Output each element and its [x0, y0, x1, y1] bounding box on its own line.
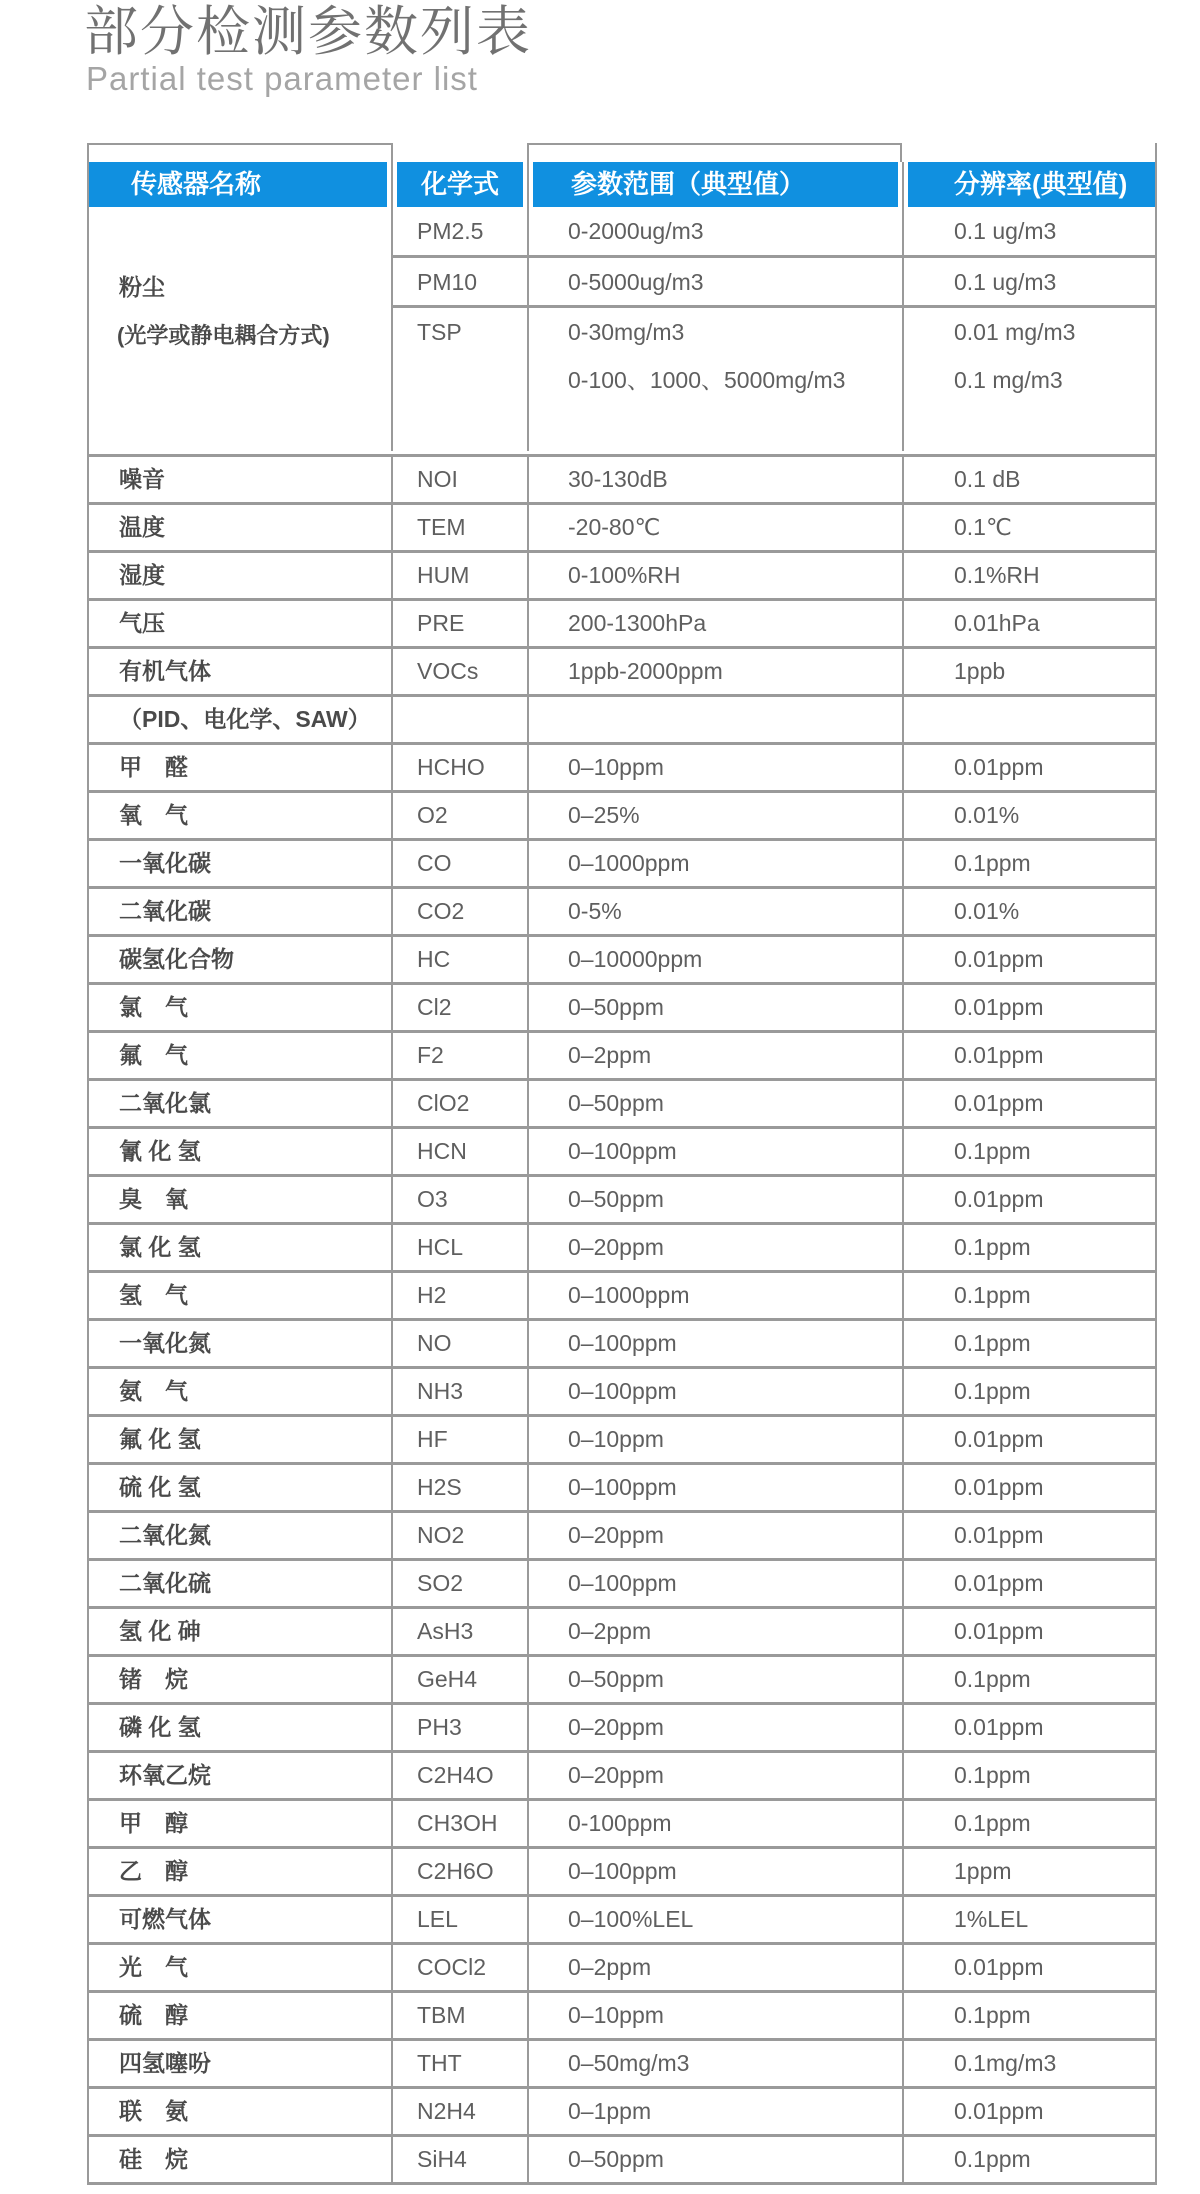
sensor-name-cell: 噪音 — [89, 457, 393, 502]
parameter-range-cell: 0–20ppm — [529, 1513, 904, 1558]
parameter-range-cell: 0–100ppm — [529, 1465, 904, 1510]
dust-subrow — [89, 207, 1155, 255]
parameter-range-cell: 0–50ppm — [529, 2137, 904, 2182]
resolution-cell: 0.1ppm — [954, 1762, 1031, 1788]
resolution-cell — [904, 697, 1155, 742]
sensor-name-cell: 四氢噻吩 — [89, 2041, 393, 2086]
dust-subrow — [89, 308, 1155, 356]
chemical-formula-cell: CO — [393, 841, 529, 886]
table-row — [89, 937, 1155, 985]
parameter-range-cell: 0–10000ppm — [529, 937, 904, 982]
chemical-formula-cell: C2H6O — [393, 1849, 529, 1894]
sensor-name-cell: 温度 — [89, 505, 393, 550]
dust-resolution-cell: 0.1 ug/m3 — [954, 218, 1057, 244]
table-row — [89, 649, 1155, 697]
chemical-formula-cell: HCL — [393, 1225, 529, 1270]
sensor-name-cell: 二氧化氯 — [89, 1081, 393, 1126]
table-row — [89, 1561, 1155, 1609]
parameter-range-cell: 0–100ppm — [529, 1561, 904, 1606]
resolution-cell: 0.1ppm — [954, 1810, 1031, 1836]
parameter-range-cell: 0–50ppm — [529, 985, 904, 1030]
sensor-name-cell: 光 气 — [89, 1945, 393, 1990]
table-row — [89, 1081, 1155, 1129]
table-row — [89, 1801, 1155, 1849]
sensor-name-cell: 乙 醇 — [89, 1849, 393, 1894]
table-row — [89, 889, 1155, 937]
chemical-formula-cell: H2 — [393, 1273, 529, 1318]
chemical-formula-cell: LEL — [393, 1897, 529, 1942]
sensor-name-cell: 可燃气体 — [89, 1897, 393, 1942]
sensor-name-cell: 联 氨 — [89, 2089, 393, 2134]
chemical-formula-cell: HCN — [393, 1129, 529, 1174]
resolution-cell: 0.1ppm — [954, 1234, 1031, 1260]
resolution-cell: 0.1ppm — [954, 1378, 1031, 1404]
parameter-range-cell: 0–50ppm — [529, 1657, 904, 1702]
table-row — [89, 1321, 1155, 1369]
dust-range-cell: 0-100、1000、5000mg/m3 — [568, 367, 846, 393]
sensor-name-cell: 二氧化氮 — [89, 1513, 393, 1558]
resolution-cell: 0.01ppm — [954, 994, 1044, 1020]
header-cell-chemical-formula: 化学式 — [397, 162, 523, 207]
resolution-cell: 0.01ppm — [954, 1042, 1044, 1068]
table-row — [89, 1033, 1155, 1081]
sensor-name-cell: 氟 气 — [89, 1033, 393, 1078]
chemical-formula-cell: F2 — [393, 1033, 529, 1078]
chemical-formula-cell: H2S — [393, 1465, 529, 1510]
sensor-name-cell: 硫 化 氢 — [89, 1465, 393, 1510]
table-row — [89, 457, 1155, 505]
parameter-range-cell: 0–25% — [529, 793, 904, 838]
dust-resolution-cell: 0.1 mg/m3 — [954, 367, 1063, 393]
table-row — [89, 2089, 1155, 2137]
resolution-cell: 0.01% — [954, 898, 1020, 924]
parameter-range-cell: 0–1ppm — [529, 2089, 904, 2134]
resolution-cell: 0.01ppm — [954, 1714, 1044, 1740]
resolution-cell: 1ppm — [954, 1858, 1012, 1884]
chemical-formula-cell: SO2 — [393, 1561, 529, 1606]
resolution-cell: 0.1%RH — [954, 562, 1040, 588]
sensor-name-cell: 一氧化氮 — [89, 1321, 393, 1366]
parameter-range-cell: -20-80℃ — [529, 505, 904, 550]
sensor-name-cell: 氟 化 氢 — [89, 1417, 393, 1462]
sensor-name-cell: 氢 气 — [89, 1273, 393, 1318]
sensor-name-cell: 磷 化 氢 — [89, 1705, 393, 1750]
table-row — [89, 553, 1155, 601]
table-row — [89, 1753, 1155, 1801]
resolution-cell: 0.01ppm — [954, 1186, 1044, 1212]
dust-subrow — [89, 356, 1155, 404]
resolution-cell: 0.01ppm — [954, 1954, 1044, 1980]
parameter-range-cell: 0–20ppm — [529, 1753, 904, 1798]
dust-resolution-cell: 0.1 ug/m3 — [954, 269, 1057, 295]
sensor-name-cell: 二氧化碳 — [89, 889, 393, 934]
table-row — [89, 1177, 1155, 1225]
dust-range-cell: 0-30mg/m3 — [568, 319, 685, 345]
dust-group-row — [89, 207, 1155, 457]
table-row — [89, 841, 1155, 889]
parameter-range-cell: 30-130dB — [529, 457, 904, 502]
resolution-cell: 0.01ppm — [954, 1522, 1044, 1548]
table-row — [89, 697, 1155, 745]
resolution-cell: 0.01hPa — [954, 610, 1040, 636]
resolution-cell: 0.01ppm — [954, 1618, 1044, 1644]
parameter-range-cell: 0–20ppm — [529, 1705, 904, 1750]
resolution-cell: 0.01ppm — [954, 946, 1044, 972]
chemical-formula-cell: HUM — [393, 553, 529, 598]
chemical-formula-cell: PH3 — [393, 1705, 529, 1750]
parameter-range-cell: 0–10ppm — [529, 745, 904, 790]
resolution-cell: 0.1ppm — [954, 1282, 1031, 1308]
chemical-formula-cell: TBM — [393, 1993, 529, 2038]
column-divider — [527, 162, 529, 207]
strip-box-col1 — [89, 143, 393, 162]
chemical-formula-cell: THT — [393, 2041, 529, 2086]
resolution-cell: 0.01ppm — [954, 2098, 1044, 2124]
chemical-formula-cell: CH3OH — [393, 1801, 529, 1846]
sensor-name-cell: 甲 醛 — [89, 745, 393, 790]
table-header-row — [89, 162, 1155, 207]
chemical-formula-cell: NH3 — [393, 1369, 529, 1414]
resolution-cell: 0.1ppm — [954, 2146, 1031, 2172]
sensor-name-cell: 氧 气 — [89, 793, 393, 838]
table-row — [89, 1849, 1155, 1897]
parameter-range-cell: 0–50mg/m3 — [529, 2041, 904, 2086]
sensor-name-cell: 甲 醇 — [89, 1801, 393, 1846]
table-top-strip — [89, 143, 1155, 162]
chemical-formula-cell: O2 — [393, 793, 529, 838]
dust-formula-cell: PM10 — [417, 269, 478, 295]
chemical-formula-cell: NO2 — [393, 1513, 529, 1558]
table-row — [89, 985, 1155, 1033]
resolution-cell: 0.1℃ — [954, 514, 1012, 540]
parameter-range-cell: 0–2ppm — [529, 1945, 904, 1990]
table-row — [89, 2137, 1155, 2185]
parameter-range-cell: 0–100ppm — [529, 1369, 904, 1414]
table-row — [89, 601, 1155, 649]
header-cell-resolution: 分辨率(典型值) — [908, 162, 1155, 207]
sensor-name-cell: 硅 烷 — [89, 2137, 393, 2182]
chemical-formula-cell: HF — [393, 1417, 529, 1462]
parameter-range-cell: 0–2ppm — [529, 1033, 904, 1078]
chemical-formula-cell: GeH4 — [393, 1657, 529, 1702]
parameter-range-cell: 0-100%RH — [529, 553, 904, 598]
chemical-formula-cell — [393, 697, 529, 742]
parameter-range-cell: 0–50ppm — [529, 1177, 904, 1222]
sensor-name-cell: 二氧化硫 — [89, 1561, 393, 1606]
resolution-cell: 0.1ppm — [954, 1666, 1031, 1692]
chemical-formula-cell: N2H4 — [393, 2089, 529, 2134]
resolution-cell: 1ppb — [954, 658, 1006, 684]
resolution-cell: 0.1ppm — [954, 2002, 1031, 2028]
parameter-table — [87, 143, 1157, 2185]
header-cell-parameter-range: 参数范围（典型值） — [533, 162, 898, 207]
chemical-formula-cell: NO — [393, 1321, 529, 1366]
resolution-cell: 0.01ppm — [954, 1570, 1044, 1596]
table-row — [89, 1465, 1155, 1513]
chemical-formula-cell: Cl2 — [393, 985, 529, 1030]
table-rows — [89, 457, 1155, 2185]
dust-group-name: 粉尘 — [119, 274, 165, 300]
table-row — [89, 1993, 1155, 2041]
column-divider — [391, 162, 393, 207]
chemical-formula-cell: NOI — [393, 457, 529, 502]
header-cell-sensor-name: 传感器名称 — [89, 162, 387, 207]
parameter-range-cell: 0–50ppm — [529, 1081, 904, 1126]
page-title: 部分检测参数列表 — [84, 2, 532, 62]
chemical-formula-cell: VOCs — [393, 649, 529, 694]
sensor-name-cell: 碳氢化合物 — [89, 937, 393, 982]
table-row — [89, 1705, 1155, 1753]
chemical-formula-cell: CO2 — [393, 889, 529, 934]
table-row — [89, 1609, 1155, 1657]
chemical-formula-cell: O3 — [393, 1177, 529, 1222]
table-row — [89, 793, 1155, 841]
table-row — [89, 1897, 1155, 1945]
table-row — [89, 2041, 1155, 2089]
parameter-range-cell: 0–100ppm — [529, 1849, 904, 1894]
resolution-cell: 0.01ppm — [954, 1474, 1044, 1500]
parameter-range-cell: 0–2ppm — [529, 1609, 904, 1654]
chemical-formula-cell: HCHO — [393, 745, 529, 790]
table-row — [89, 1129, 1155, 1177]
resolution-cell: 1%LEL — [954, 1906, 1029, 1932]
parameter-range-cell — [529, 697, 904, 742]
chemical-formula-cell: COCl2 — [393, 1945, 529, 1990]
parameter-range-cell: 1ppb-2000ppm — [529, 649, 904, 694]
dust-formula-cell: TSP — [417, 319, 462, 345]
sensor-name-cell: 氯 化 氢 — [89, 1225, 393, 1270]
chemical-formula-cell: TEM — [393, 505, 529, 550]
table-row — [89, 1369, 1155, 1417]
dust-range-cell: 0-2000ug/m3 — [568, 218, 704, 244]
parameter-range-cell: 200-1300hPa — [529, 601, 904, 646]
dust-range-cell: 0-5000ug/m3 — [568, 269, 704, 295]
sensor-name-cell: 气压 — [89, 601, 393, 646]
sensor-name-cell: 有机气体 — [89, 649, 393, 694]
parameter-range-cell: 0–1000ppm — [529, 841, 904, 886]
sensor-name-cell: 氰 化 氢 — [89, 1129, 393, 1174]
resolution-cell: 0.1ppm — [954, 1330, 1031, 1356]
parameter-range-cell: 0–100ppm — [529, 1321, 904, 1366]
sensor-name-cell: 硫 醇 — [89, 1993, 393, 2038]
table-row — [89, 1225, 1155, 1273]
sensor-name-cell: 氨 气 — [89, 1369, 393, 1414]
chemical-formula-cell: SiH4 — [393, 2137, 529, 2182]
sensor-name-cell: （PID、电化学、SAW） — [89, 697, 393, 742]
parameter-range-cell: 0–10ppm — [529, 1417, 904, 1462]
parameter-range-cell: 0–100ppm — [529, 1129, 904, 1174]
parameter-range-cell: 0-5% — [529, 889, 904, 934]
table-row — [89, 1657, 1155, 1705]
parameter-range-cell: 0–1000ppm — [529, 1273, 904, 1318]
column-divider — [902, 162, 904, 207]
sensor-name-cell: 环氧乙烷 — [89, 1753, 393, 1798]
parameter-range-cell: 0–20ppm — [529, 1225, 904, 1270]
resolution-cell: 0.1ppm — [954, 1138, 1031, 1164]
resolution-cell: 0.01% — [954, 802, 1020, 828]
sensor-name-cell: 一氧化碳 — [89, 841, 393, 886]
resolution-cell: 0.1 dB — [954, 466, 1021, 492]
table-row — [89, 745, 1155, 793]
page-subtitle: Partial test parameter list — [86, 60, 478, 97]
strip-box-col3 — [527, 143, 902, 162]
chemical-formula-cell: C2H4O — [393, 1753, 529, 1798]
chemical-formula-cell: HC — [393, 937, 529, 982]
resolution-cell: 0.1mg/m3 — [954, 2050, 1057, 2076]
sensor-name-cell: 湿度 — [89, 553, 393, 598]
chemical-formula-cell: AsH3 — [393, 1609, 529, 1654]
dust-formula-cell: PM2.5 — [417, 218, 484, 244]
sensor-name-cell: 锗 烷 — [89, 1657, 393, 1702]
table-row — [89, 1513, 1155, 1561]
chemical-formula-cell: PRE — [393, 601, 529, 646]
parameter-range-cell: 0–10ppm — [529, 1993, 904, 2038]
dust-resolution-cell: 0.01 mg/m3 — [954, 319, 1076, 345]
dust-subrow — [89, 258, 1155, 306]
chemical-formula-cell: ClO2 — [393, 1081, 529, 1126]
sensor-name-cell: 氯 气 — [89, 985, 393, 1030]
sensor-name-cell: 臭 氧 — [89, 1177, 393, 1222]
resolution-cell: 0.01ppm — [954, 1090, 1044, 1116]
table-row — [89, 1273, 1155, 1321]
table-row — [89, 505, 1155, 553]
resolution-cell: 0.01ppm — [954, 754, 1044, 780]
table-row — [89, 1417, 1155, 1465]
resolution-cell: 0.01ppm — [954, 1426, 1044, 1452]
sensor-name-cell: 氢 化 砷 — [89, 1609, 393, 1654]
parameter-range-cell: 0–100%LEL — [529, 1897, 904, 1942]
dust-group-method: (光学或静电耦合方式) — [117, 323, 330, 348]
table-row — [89, 1945, 1155, 1993]
parameter-range-cell: 0-100ppm — [529, 1801, 904, 1846]
resolution-cell: 0.1ppm — [954, 850, 1031, 876]
